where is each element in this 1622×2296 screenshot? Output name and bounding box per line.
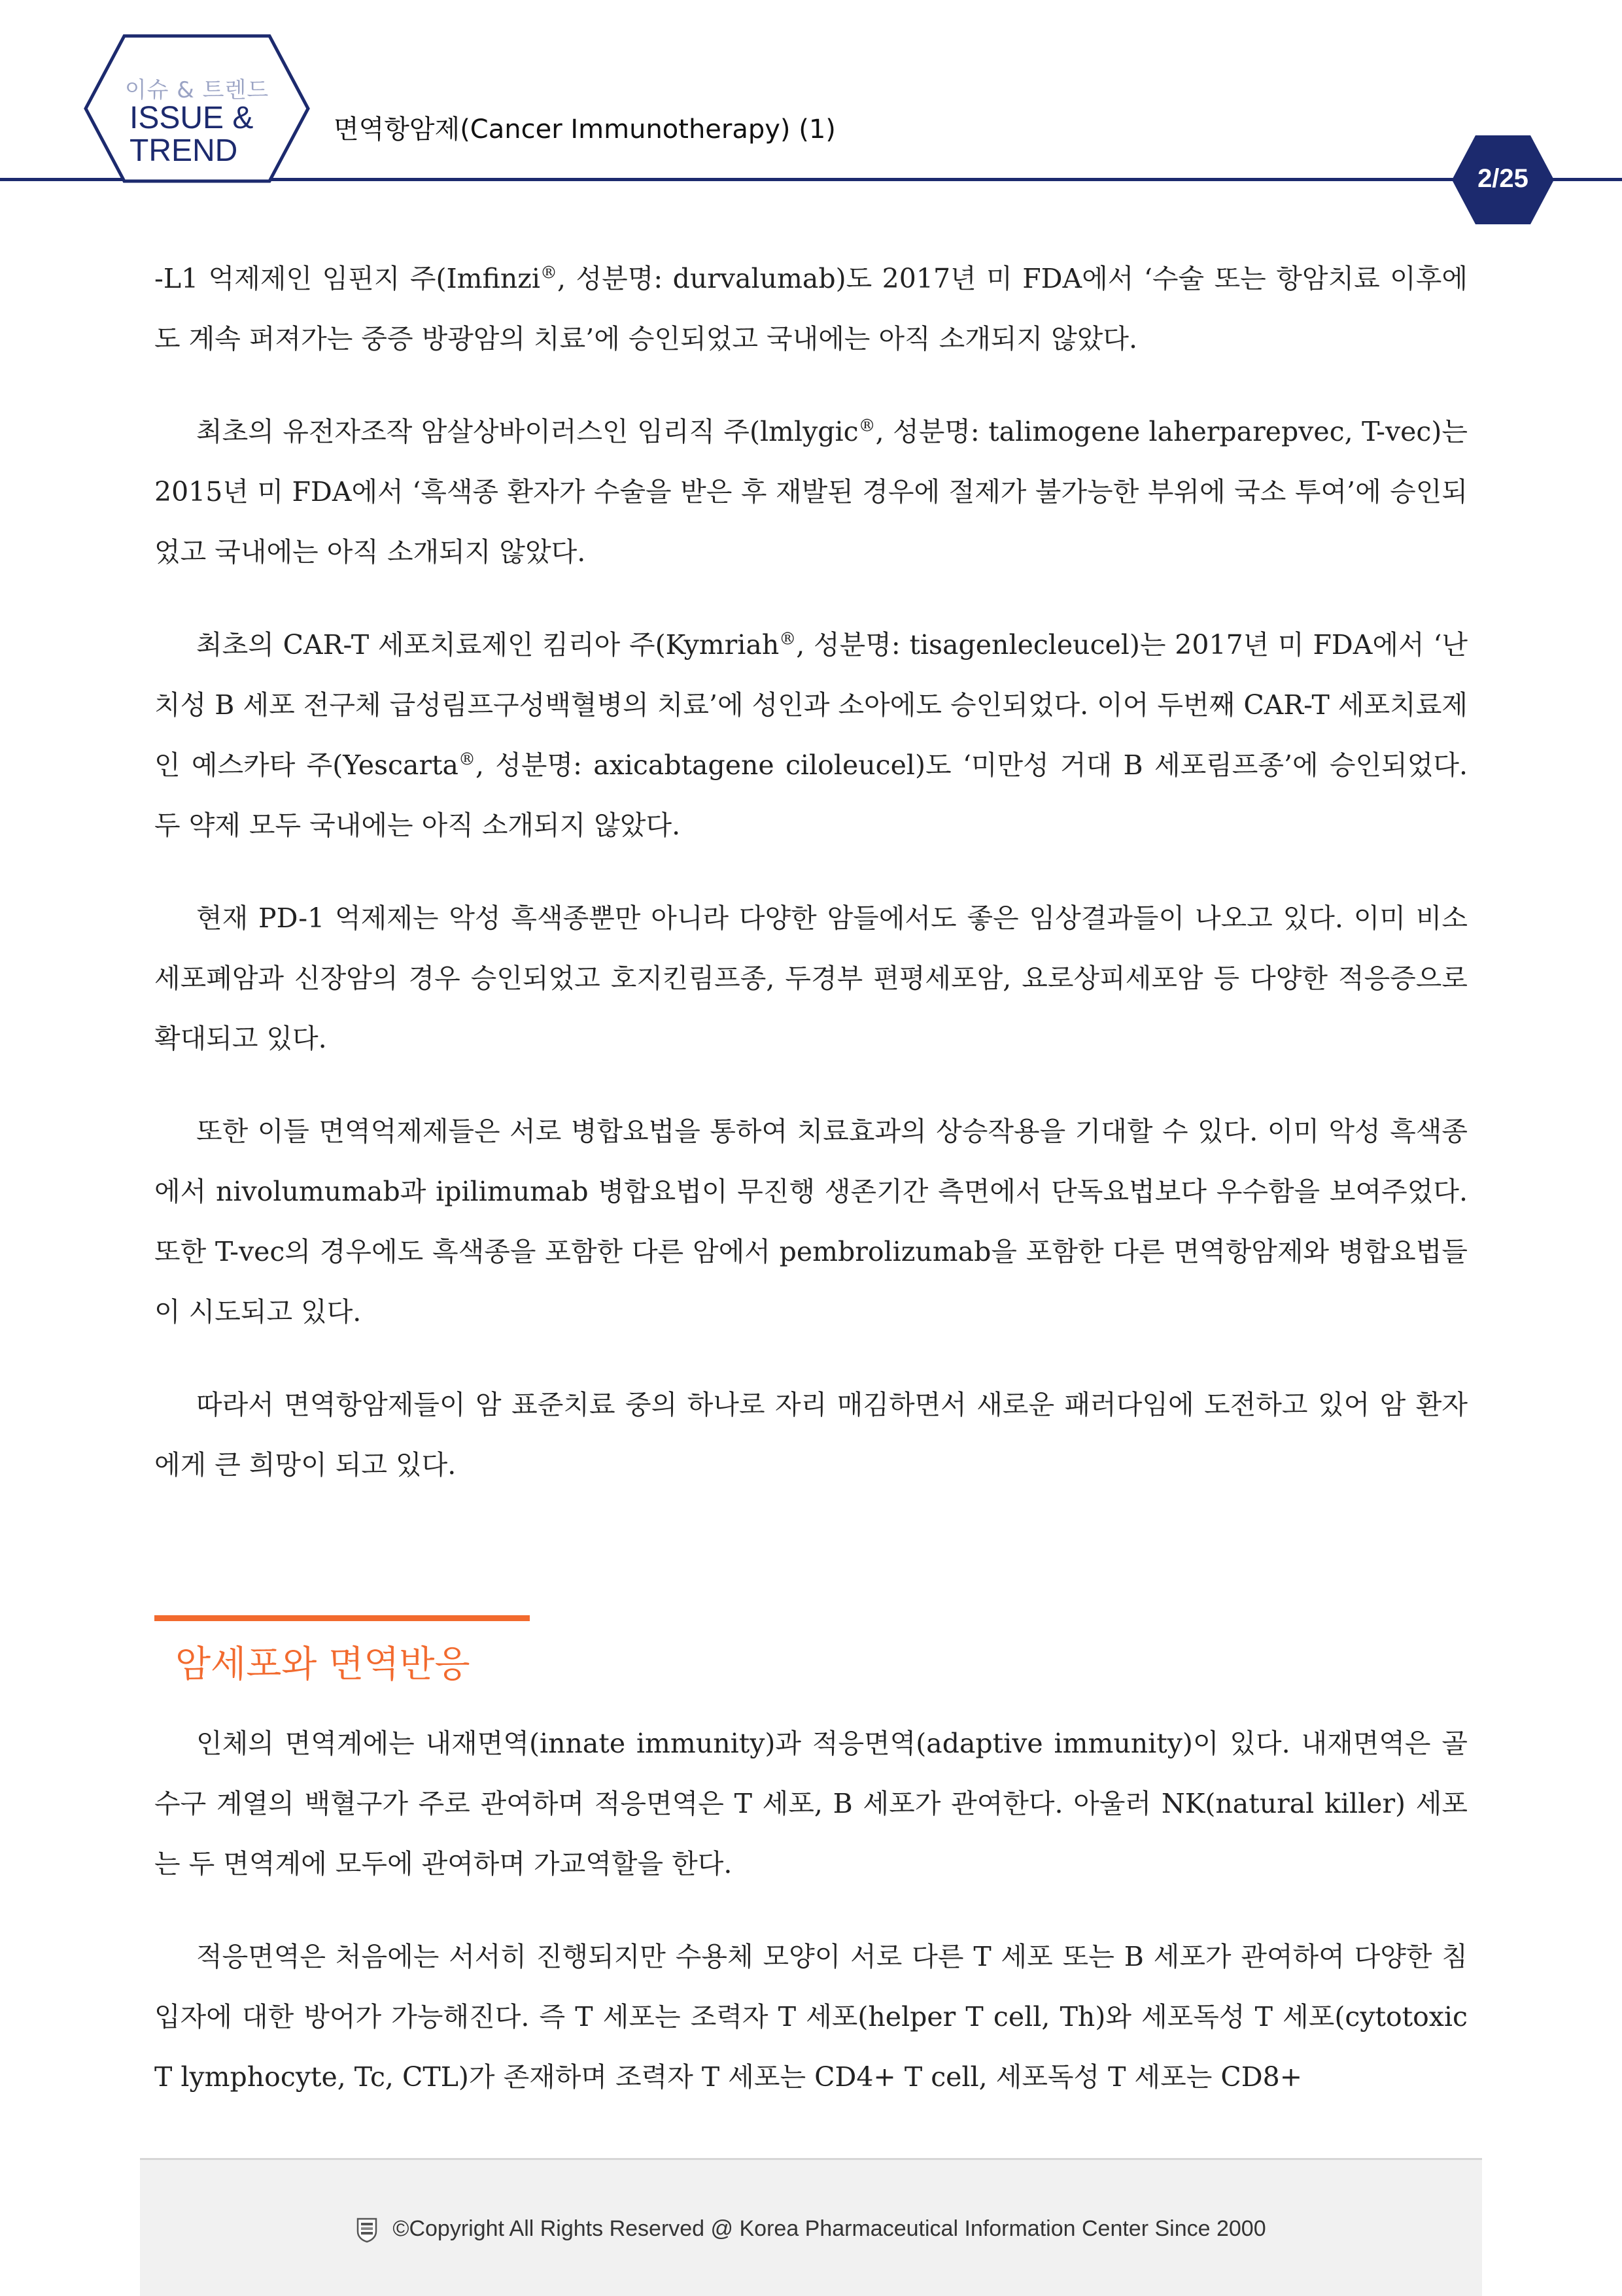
section-paragraph-1: 인체의 면역계에는 내재면역(innate immunity)과 적응면역(adaptive immunity)이 있다. 내재면역은 골수구 계열의 백혈구가 주로 관여하며 적응면역은 T 세포, B 세포가 관여한다. 아울러 NK(natural killer) 세포는 두 면역계에 모두에 관여하며 가교역할을 한다. bbox=[154, 1728, 1468, 1879]
paragraph-1: -L1 억제제인 임핀지 주(Imfinzi®, 성분명: durvalumab)도 2017년 미 FDA에서 ‘수술 또는 항암치료 이후에도 계속 퍼져가는 중증 방광암의 치료’에 승인되었고 국내에는 아직 소개되지 않았다. bbox=[154, 263, 1468, 354]
paragraph-4: 현재 PD-1 억제제는 악성 흑색종뿐만 아니라 다양한 암들에서도 좋은 임상결과들이 나오고 있다. 이미 비소세포폐암과 신장암의 경우 승인되었고 호지킨림프종, 두경부 편평세포암, 요로상피세포암 등 다양한 적응증으로 확대되고 있다. bbox=[154, 902, 1468, 1054]
page-number-badge bbox=[1451, 134, 1555, 226]
footer-copyright-row bbox=[140, 2216, 1482, 2243]
badge-line-2: TREND bbox=[129, 133, 238, 168]
paragraph-6: 따라서 면역항암제들이 암 표준치료 중의 하나로 자리 매김하면서 새로운 패러다임에 도전하고 있어 암 환자에게 큰 희망이 되고 있다. bbox=[154, 1389, 1468, 1481]
paragraph-5: 또한 이들 면역억제제들은 서로 병합요법을 통하여 치료효과의 상승작용을 기대할 수 있다. 이미 악성 흑색종에서 nivolumumab과 ipilimumab 병합요법이 무진행 생존기간 측면에서 단독요법보다 우수함을 보여주었다. 또한 T-vec의 경우에도 흑색종을 포함한 다른 암에서 pembrolizumab을 포함한 다른 면역항암제와 병합요법들이 시도되고 있다. bbox=[154, 1116, 1468, 1328]
issue-trend-badge bbox=[84, 34, 310, 183]
section-heading bbox=[154, 1615, 530, 1688]
section-paragraph-2: 적응면역은 처음에는 서서히 진행되지만 수용체 모양이 서로 다른 T 세포 또는 B 세포가 관여하여 다양한 침입자에 대한 방어가 가능해진다. 즉 T 세포는 조력자 T 세포(helper T cell, Th)와 세포독성 T 세포(cytotoxic T lymphocyte, Tc, CTL)가 존재하며 조력자 T 세포는 CD4+ T cell, 세포독성 T 세포는 CD8+ bbox=[154, 1941, 1468, 2093]
badge-line-1: ISSUE & bbox=[129, 101, 254, 135]
paragraph-3: 최초의 CAR-T 세포치료제인 킴리아 주(Kymriah®, 성분명: tisagenlecleucel)는 2017년 미 FDA에서 ‘난치성 B 세포 전구체 급성림프구성백혈병의 치료’에 성인과 소아에도 승인되었다. 이어 두번째 CAR-T 세포치료제인 예스카타 주(Yescarta®, 성분명: axicabtagene ciloleucel)도 ‘미만성 거대 B 세포림프종’에 승인되었다. 두 약제 모두 국내에는 아직 소개되지 않았다. bbox=[154, 629, 1468, 841]
footer bbox=[140, 2158, 1482, 2296]
badge-korean-label: 이슈 & 트렌드 bbox=[124, 77, 269, 103]
section-accent-bar bbox=[154, 1615, 530, 1621]
article-body bbox=[154, 248, 1468, 1528]
page-title: 면역항암제(Cancer Immunotherapy) (1) bbox=[334, 114, 836, 145]
footer-copyright-text: ©Copyright All Rights Reserved @ Korea Pharmaceutical Information Center Since 2000 bbox=[392, 2216, 1266, 2241]
paragraph-2: 최초의 유전자조작 암살상바이러스인 임리직 주(lmlygic®, 성분명: talimogene laherparepvec, T-vec)는 2015년 미 FDA에서 ‘흑색종 환자가 수술을 받은 후 재발된 경우에 절제가 불가능한 부위에 국소 투여’에 승인되었고 국내에는 아직 소개되지 않았다. bbox=[154, 416, 1468, 568]
section-title: 암세포와 면역반응 bbox=[175, 1643, 470, 1686]
badge-english-label bbox=[129, 102, 253, 167]
section-body bbox=[154, 1713, 1468, 2140]
shield-logo-icon bbox=[356, 2217, 378, 2243]
page-number: 2/25 bbox=[1477, 164, 1528, 193]
